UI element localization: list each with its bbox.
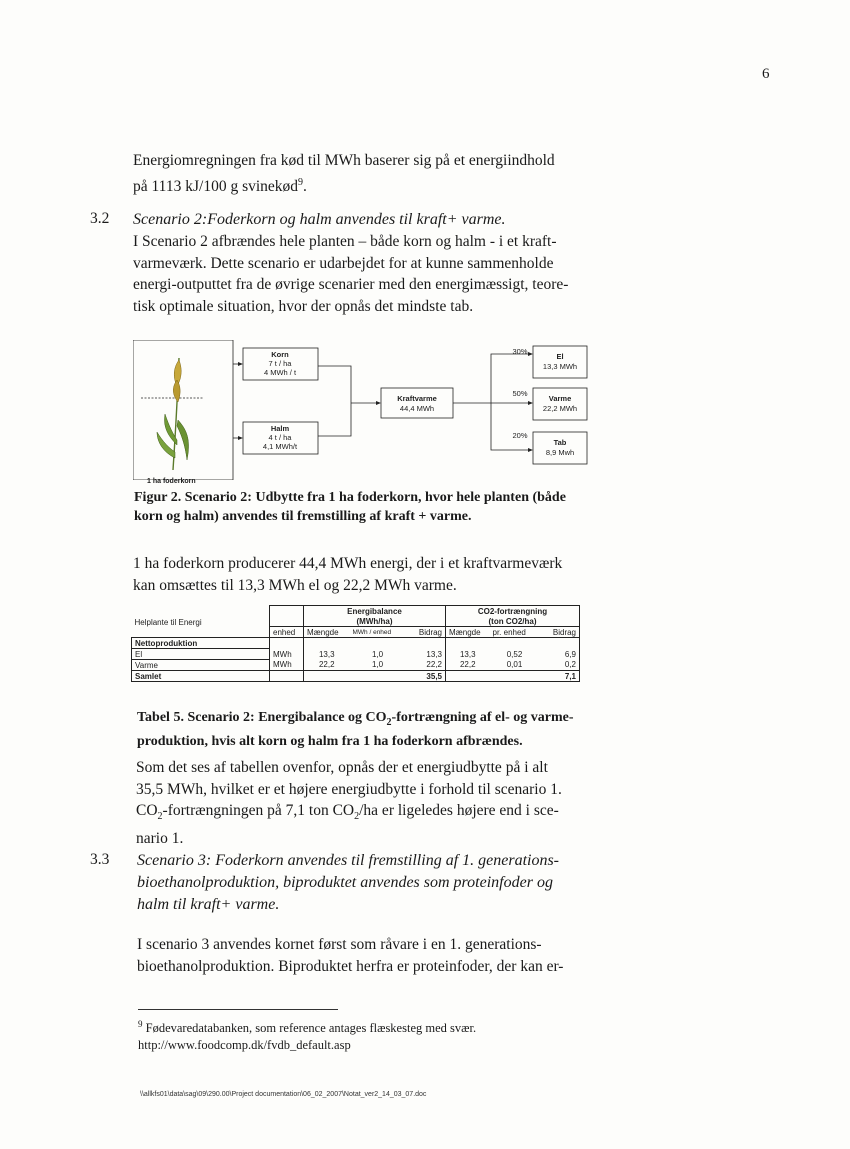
energy-table-wrapper — [131, 605, 580, 682]
arrowhead — [376, 401, 381, 405]
table-caption — [137, 708, 607, 751]
pct-el: 30% — [512, 347, 528, 356]
footnote-rule — [138, 1009, 338, 1010]
connector — [318, 366, 351, 436]
row-unit: MWh — [270, 649, 304, 660]
halm-energy: 4,1 MWh/t — [262, 442, 298, 451]
cell: 22,2 — [459, 660, 476, 670]
korn-energy: 4 MWh / t — [263, 368, 297, 377]
section-number-3-2: 3.2 — [90, 210, 110, 227]
section-title: Scenario 3: Foderkorn anvendes til fremstilling af 1. generations- — [137, 852, 560, 869]
section-3-3-body — [137, 934, 607, 977]
plant-label: 1 ha foderkorn — [147, 478, 196, 485]
body-line: tisk optimale situation, hvor der opnås det mindste tab. — [133, 297, 474, 315]
section-3-3 — [137, 850, 607, 916]
kraftvarme-value: 44,4 MWh — [399, 404, 435, 413]
figure-caption — [134, 488, 604, 526]
wheat-plant-icon — [157, 358, 189, 470]
kraftvarme-box — [381, 388, 453, 418]
col-header: Bidrag — [406, 627, 446, 638]
col-header: Mængde — [446, 627, 490, 638]
varme-value: 22,2 MWh — [542, 404, 578, 413]
section-title: bioethanolproduktion, biproduktet anvendes som proteinfoder og — [137, 874, 553, 891]
body-line: kan omsættes til 13,3 MWh el og 22,2 MWh varme. — [133, 576, 457, 594]
cell: 0,01 — [506, 660, 523, 670]
energy-group-header: Energibalance — [304, 606, 446, 617]
cell: 22,2 — [406, 660, 446, 671]
section-number-3-3: 3.3 — [90, 851, 110, 868]
arrowhead — [528, 352, 533, 356]
energy-unit-header: (MWh/ha) — [304, 616, 446, 627]
footnote-line: $^9$ Fødevaredatabanken, som reference antages flæskesteg med svær. — [138, 1019, 477, 1036]
arrowhead — [528, 448, 533, 452]
halm-label: Halm — [270, 424, 290, 433]
cell: 0,2 — [540, 660, 580, 671]
body-line: 1 ha foderkorn producerer 44,4 MWh energi, der i et kraftvarmeværk — [133, 555, 563, 572]
col-header: Bidrag — [540, 627, 580, 638]
caption-line: produktion, hvis alt korn og halm fra 1 ha foderkorn afbrændes. — [137, 733, 523, 749]
page-number: 6 — [762, 66, 770, 82]
flow-diagram — [133, 340, 589, 480]
total-co2: 7,1 — [540, 671, 580, 682]
total-row — [132, 671, 580, 682]
section-label: Nettoproduktion — [132, 638, 270, 649]
intro-line: Energiomregningen fra kød til MWh baserer sig på et energiindhold — [133, 152, 555, 169]
caption-line: korn og halm) anvendes til fremstilling af kraft + varme. — [134, 509, 472, 524]
kraftvarme-label: Kraftvarme — [397, 394, 437, 403]
el-value: 13,3 MWh — [542, 362, 578, 371]
korn-yield: 7 t / ha — [268, 359, 292, 368]
paragraph-3 — [136, 757, 606, 849]
col-header: Mængde — [304, 627, 350, 638]
row-label-header: Helplante til Energi — [134, 617, 202, 627]
table-row — [132, 649, 580, 660]
col-header: MWh / enhed — [350, 627, 406, 638]
varme-label: Varme — [548, 394, 572, 403]
body-line: I Scenario 2 afbrændes hele planten – både korn og halm - i et kraft- — [133, 233, 557, 250]
body-line: Som det ses af tabellen ovenfor, opnås der et energiudbytte på i alt — [136, 759, 548, 776]
tab-value: 8,9 Mwh — [545, 448, 575, 457]
body-line: nario 1. — [136, 829, 184, 847]
korn-label: Korn — [271, 350, 289, 359]
cell: 22,2 — [304, 660, 350, 671]
cell: 1,0 — [371, 649, 384, 659]
total-label: Samlet — [132, 671, 270, 682]
paragraph-2 — [133, 553, 603, 596]
footnote-ref: 9 — [298, 176, 304, 188]
cell: 6,9 — [540, 649, 580, 660]
co2-unit-header: (ton CO2/ha) — [446, 616, 580, 627]
intro-paragraph — [133, 150, 603, 197]
plant-box — [133, 340, 233, 480]
intro-line: på 1113 kJ/100 g svinekød$^9$. — [133, 176, 307, 195]
body-line: energi-outputtet fra de øvrige scenarier med den energimæssigt, teore- — [133, 276, 569, 293]
arrowhead — [238, 362, 243, 366]
arrowhead — [528, 401, 533, 405]
row-unit: MWh — [270, 660, 304, 671]
figure-2-diagram — [133, 340, 589, 480]
unit-header: enhed — [270, 627, 304, 638]
section-title: Scenario 2:Foderkorn og halm anvendes til kraft+ varme. — [133, 211, 506, 228]
footnote-url: http://www.foodcomp.dk/fvdb_default.asp — [138, 1038, 351, 1053]
footer-file-path: \\allkfs01\data\sag\09\290.00\Project documentation\06_02_2007\Notat_ver2_14_03_07.doc — [140, 1091, 427, 1098]
caption-line: Tabel 5. Scenario 2: Energibalance og $CO_2$-fortrængning af el- og varme- — [137, 710, 574, 728]
footnote — [138, 1016, 608, 1054]
total-energy: 35,5 — [406, 671, 446, 682]
cell: 13,3 — [459, 649, 476, 659]
energy-table — [131, 605, 580, 682]
cell: 0,52 — [506, 649, 523, 659]
row-label: Varme — [132, 660, 270, 671]
caption-line: Figur 2. Scenario 2: Udbytte fra 1 ha foderkorn, hvor hele planten (både — [134, 490, 566, 505]
body-line: bioethanolproduktion. Biproduktet herfra er proteinfoder, der kan er- — [137, 957, 564, 975]
tab-label: Tab — [553, 438, 567, 447]
body-line: I scenario 3 anvendes kornet først som råvare i en 1. generations- — [137, 936, 542, 953]
arrowhead — [238, 436, 243, 440]
section-body — [133, 231, 603, 317]
el-label: El — [556, 352, 564, 361]
col-header: pr. enhed — [490, 627, 540, 638]
cell: 13,3 — [304, 649, 350, 660]
cell: 1,0 — [371, 660, 384, 670]
cell: 13,3 — [406, 649, 446, 660]
pct-varme: 50% — [512, 389, 528, 398]
body-line: $CO_2$-fortrængningen på 7,1 ton $CO_2/ha$ er ligeledes højere end i sce- — [136, 802, 559, 823]
table-row — [132, 660, 580, 671]
pct-tab: 20% — [512, 431, 528, 440]
body-line: varmeværk. Dette scenario er udarbejdet for at kunne sammenholde — [133, 254, 554, 272]
halm-yield: 4 t / ha — [268, 433, 292, 442]
body-line: 35,5 MWh, hvilket er et højere energiudbytte i forhold til scenario 1. — [136, 780, 562, 798]
row-label: El — [132, 649, 270, 660]
co2-group-header: CO2-fortrængning — [446, 606, 580, 617]
section-3-2 — [133, 209, 603, 317]
section-title: halm til kraft+ varme. — [137, 896, 280, 913]
